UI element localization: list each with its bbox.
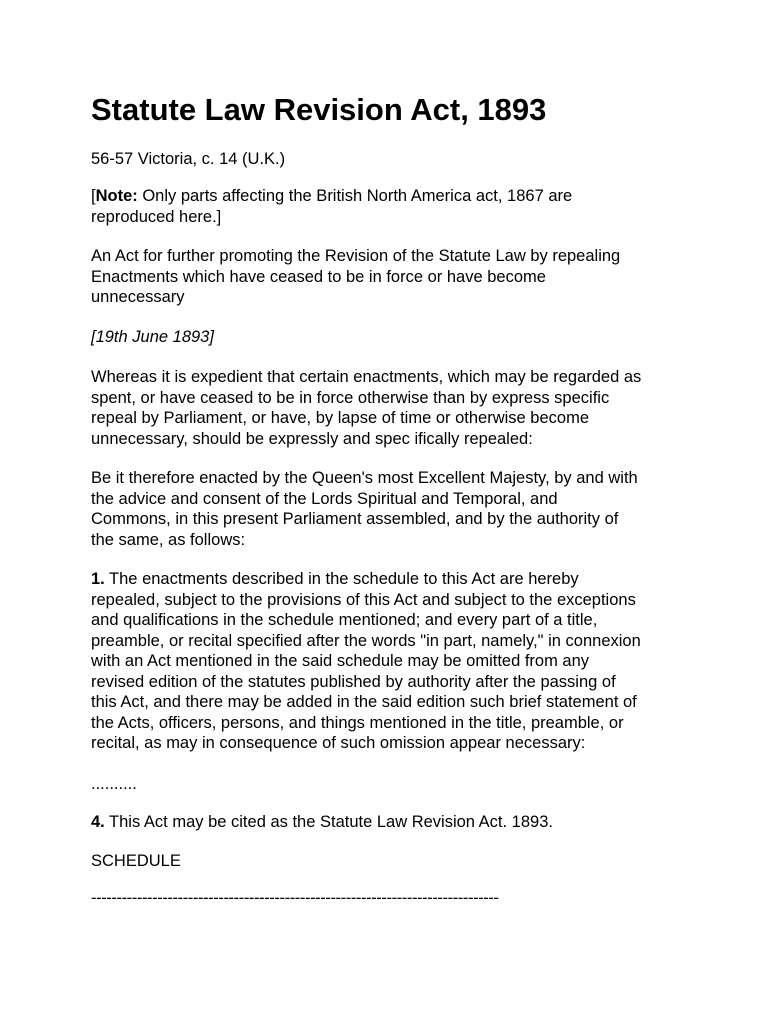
long-title — [91, 246, 691, 308]
enacting-line: the same, as follows: — [91, 530, 246, 549]
schedule-heading: SCHEDULE — [91, 852, 181, 870]
section-1-line: repealed, subject to the provisions of this Act and subject to the exceptions — [91, 590, 636, 609]
document-title: Statute Law Revision Act, 1893 — [91, 92, 547, 127]
section-1-line: recital, as may in consequence of such omission appear necessary: — [91, 734, 586, 752]
preamble — [91, 367, 691, 449]
section-1-line: the Acts, officers, persons, and things mentioned in the title, preamble, or — [91, 713, 624, 732]
section-1-line: with an Act mentioned in the said schedule may be omitted from any — [91, 652, 590, 670]
omission-ellipsis: .......... — [91, 775, 137, 793]
citation: 56-57 Victoria, c. 14 (U.K.) — [91, 150, 286, 168]
enacting-line: the advice and consent of the Lords Spiritual and Temporal, and — [91, 489, 558, 508]
section-1-line: revised edition of the statutes published by authority after the passing of — [91, 672, 616, 691]
section-4-number: 4. — [91, 813, 105, 831]
long-title-line: Enactments which have ceased to be in force or have become — [91, 267, 546, 286]
enacting-formula — [91, 468, 691, 550]
note-line-2: reproduced here.] — [91, 207, 222, 226]
section-1-line: preamble, or recital specified after the words "in part, namely," in connexion — [91, 631, 641, 650]
note-line-1 — [91, 187, 572, 205]
enacting-line: Commons, in this present Parliament assembled, and by the authority of — [91, 510, 619, 528]
note-text-1: Only parts affecting the British North America act, 1867 are — [137, 187, 573, 205]
act-date: [19th June 1893] — [91, 328, 214, 346]
enacting-line: Be it therefore enacted by the Queen's most Excellent Majesty, by and with — [91, 469, 638, 487]
section-1-line: this Act, and there may be added in the said edition such brief statement of — [91, 693, 637, 711]
section-1-first-line: The enactments described in the schedule to this Act are hereby — [104, 570, 579, 588]
preamble-line: unnecessary, should be expressly and spec ifically repealed: — [91, 429, 533, 448]
long-title-line: unnecessary — [91, 288, 185, 306]
note-paragraph — [91, 186, 691, 227]
section-4-text: This Act may be cited as the Statute Law Revision Act. 1893. — [104, 813, 553, 831]
note-label: Note: — [95, 187, 138, 205]
long-title-line: An Act for further promoting the Revision of the Statute Law by repealing — [91, 247, 621, 265]
schedule-separator: -------------------------------------------------------------------------------- — [91, 889, 499, 907]
section-4 — [91, 812, 691, 833]
preamble-line: Whereas it is expedient that certain enactments, which may be regarded as — [91, 368, 642, 386]
note-open-bracket: [ — [91, 187, 96, 205]
section-1-line — [91, 570, 579, 588]
section-1-number: 1. — [91, 570, 105, 588]
preamble-line: repeal by Parliament, or have, by lapse of time or otherwise become — [91, 409, 589, 427]
section-1-line: and qualifications in the schedule mentioned; and every part of a title, — [91, 611, 598, 629]
section-1 — [91, 569, 691, 754]
preamble-line: spent, or have ceased to be in force otherwise than by express specific — [91, 388, 610, 407]
